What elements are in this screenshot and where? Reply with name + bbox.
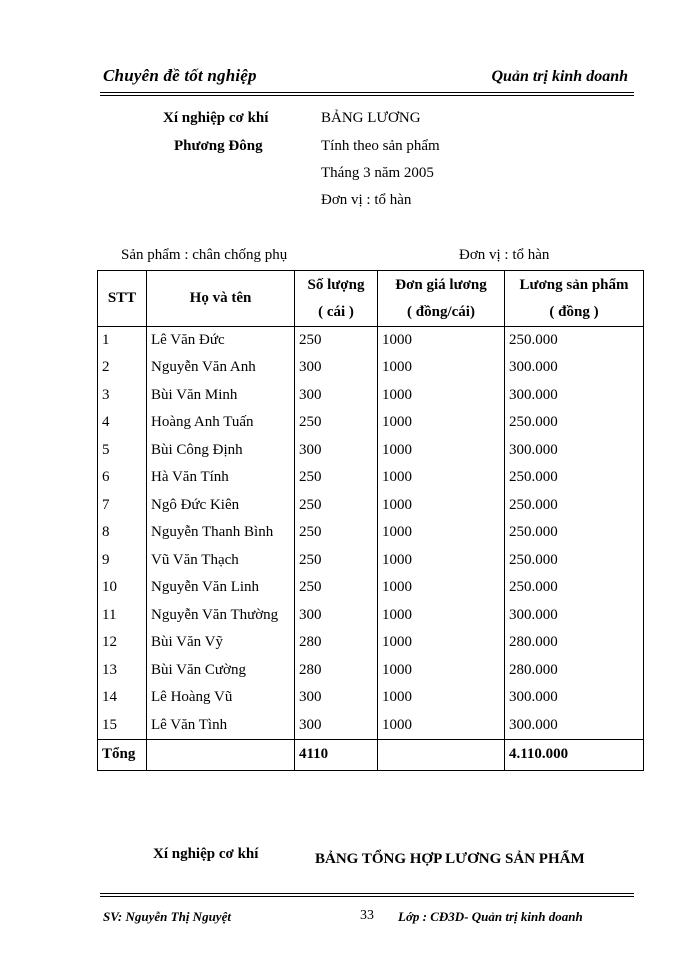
cell-qty: 300: [295, 382, 378, 410]
cell-wage: 250.000: [505, 519, 644, 547]
cell-price: 1000: [378, 574, 505, 602]
cell-qty: 250: [295, 547, 378, 575]
cell-wage: 300.000: [505, 354, 644, 382]
table-row: [98, 327, 644, 355]
cell-wage: 250.000: [505, 574, 644, 602]
org-line-1: Xí nghiệp cơ khí: [163, 110, 269, 126]
cell-qty: 300: [295, 602, 378, 630]
cell-name: Bùi Công Định: [147, 437, 295, 465]
cell-wage: 250.000: [505, 464, 644, 492]
cell-qty: 300: [295, 712, 378, 740]
footer-student: SV: Nguyễn Thị Nguyệt: [103, 909, 231, 924]
cell-wage: 300.000: [505, 712, 644, 740]
total-row: [98, 739, 644, 770]
cell-name: Lê Hoàng Vũ: [147, 684, 295, 712]
col-header-price-line1: Đơn giá lương: [395, 276, 487, 293]
cell-stt: 1: [98, 327, 147, 355]
total-wage: 4.110.000: [505, 739, 644, 770]
cell-qty: 250: [295, 464, 378, 492]
cell-stt: 12: [98, 629, 147, 657]
cell-wage: 300.000: [505, 684, 644, 712]
cell-name: Lê Văn Tình: [147, 712, 295, 740]
col-header-price-line2: ( đồng/cái): [407, 303, 475, 320]
cell-stt: 6: [98, 464, 147, 492]
table-header-row: [98, 271, 644, 327]
total-name-empty: [147, 739, 295, 770]
cell-price: 1000: [378, 327, 505, 355]
cell-stt: 10: [98, 574, 147, 602]
cell-stt: 15: [98, 712, 147, 740]
cell-qty: 250: [295, 492, 378, 520]
cell-stt: 13: [98, 657, 147, 685]
cell-stt: 5: [98, 437, 147, 465]
table-row: [98, 519, 644, 547]
cell-name: Nguyễn Thanh Bình: [147, 519, 295, 547]
footer-class: Lớp : CĐ3D- Quản trị kinh doanh: [398, 909, 583, 924]
cell-stt: 14: [98, 684, 147, 712]
cell-stt: 4: [98, 409, 147, 437]
payroll-table: [97, 270, 644, 771]
table-row: [98, 464, 644, 492]
cell-stt: 8: [98, 519, 147, 547]
cell-name: Nguyễn Văn Linh: [147, 574, 295, 602]
doc-subtitle-2: Tháng 3 năm 2005: [321, 165, 434, 181]
cell-stt: 3: [98, 382, 147, 410]
bottom-org: Xí nghiệp cơ khí: [153, 846, 259, 862]
cell-wage: 280.000: [505, 657, 644, 685]
cell-name: Nguyễn Văn Thường: [147, 602, 295, 630]
col-header-price: [378, 271, 505, 327]
table-row: [98, 547, 644, 575]
cell-wage: 250.000: [505, 547, 644, 575]
cell-wage: 300.000: [505, 382, 644, 410]
table-row: [98, 492, 644, 520]
table-row: [98, 712, 644, 740]
cell-price: 1000: [378, 547, 505, 575]
header-rule-top: [100, 92, 634, 93]
cell-stt: 2: [98, 354, 147, 382]
cell-wage: 280.000: [505, 629, 644, 657]
cell-price: 1000: [378, 519, 505, 547]
header-rule-bottom: [100, 95, 634, 96]
header-right-text: Quản trị kinh doanh: [491, 68, 628, 85]
cell-price: 1000: [378, 382, 505, 410]
cell-qty: 250: [295, 574, 378, 602]
cell-qty: 300: [295, 354, 378, 382]
table-row: [98, 354, 644, 382]
table-row: [98, 629, 644, 657]
footer-rule-bottom: [100, 896, 634, 897]
table-row: [98, 657, 644, 685]
cell-name: Hoàng Anh Tuấn: [147, 409, 295, 437]
cell-name: Ngô Đức Kiên: [147, 492, 295, 520]
cell-price: 1000: [378, 492, 505, 520]
cell-qty: 250: [295, 327, 378, 355]
cell-qty: 280: [295, 657, 378, 685]
cell-price: 1000: [378, 409, 505, 437]
cell-stt: 9: [98, 547, 147, 575]
org-line-2: Phương Đông: [174, 138, 263, 154]
table-row: [98, 409, 644, 437]
cell-name: Bùi Văn Vỹ: [147, 629, 295, 657]
table-row: [98, 684, 644, 712]
cell-stt: 7: [98, 492, 147, 520]
cell-name: Nguyễn Văn Anh: [147, 354, 295, 382]
col-header-stt: STT: [98, 271, 147, 327]
header-left-text: Chuyên đề tốt nghiệp: [103, 66, 257, 85]
cell-wage: 250.000: [505, 409, 644, 437]
cell-wage: 300.000: [505, 437, 644, 465]
col-header-qty: [295, 271, 378, 327]
footer-rule-top: [100, 893, 634, 894]
cell-price: 1000: [378, 629, 505, 657]
cell-price: 1000: [378, 657, 505, 685]
cell-price: 1000: [378, 712, 505, 740]
cell-qty: 300: [295, 437, 378, 465]
cell-name: Lê Văn Đức: [147, 327, 295, 355]
doc-subtitle-1: Tính theo sản phẩm: [321, 138, 440, 154]
footer-page-number: 33: [360, 908, 374, 923]
cell-price: 1000: [378, 437, 505, 465]
col-header-name: Họ và tên: [147, 271, 295, 327]
cell-wage: 300.000: [505, 602, 644, 630]
total-label: Tổng: [98, 739, 147, 770]
cell-stt: 11: [98, 602, 147, 630]
unit-label: Đơn vị : tổ hàn: [459, 247, 550, 263]
cell-wage: 250.000: [505, 492, 644, 520]
cell-name: Bùi Văn Cường: [147, 657, 295, 685]
cell-price: 1000: [378, 464, 505, 492]
doc-subtitle-3: Đơn vị : tổ hàn: [321, 192, 412, 208]
col-header-wage-line2: ( đồng ): [549, 303, 599, 320]
bottom-title: BẢNG TỔNG HỢP LƯƠNG SẢN PHẨM: [315, 851, 585, 867]
total-price-empty: [378, 739, 505, 770]
col-header-wage: [505, 271, 644, 327]
cell-price: 1000: [378, 684, 505, 712]
product-label: Sản phẩm : chân chống phụ: [121, 247, 288, 263]
cell-name: Bùi Văn Minh: [147, 382, 295, 410]
cell-price: 1000: [378, 602, 505, 630]
table-row: [98, 437, 644, 465]
cell-qty: 250: [295, 409, 378, 437]
col-header-qty-line1: Số lượng: [307, 276, 365, 293]
table-row: [98, 574, 644, 602]
cell-name: Vũ Văn Thạch: [147, 547, 295, 575]
total-qty: 4110: [295, 739, 378, 770]
cell-qty: 300: [295, 684, 378, 712]
table-row: [98, 602, 644, 630]
table-row: [98, 382, 644, 410]
doc-title: BẢNG LƯƠNG: [321, 110, 421, 126]
cell-qty: 280: [295, 629, 378, 657]
col-header-wage-line1: Lương sản phẩm: [519, 276, 629, 293]
cell-wage: 250.000: [505, 327, 644, 355]
cell-qty: 250: [295, 519, 378, 547]
cell-price: 1000: [378, 354, 505, 382]
cell-name: Hà Văn Tính: [147, 464, 295, 492]
col-header-qty-line2: ( cái ): [318, 303, 354, 320]
